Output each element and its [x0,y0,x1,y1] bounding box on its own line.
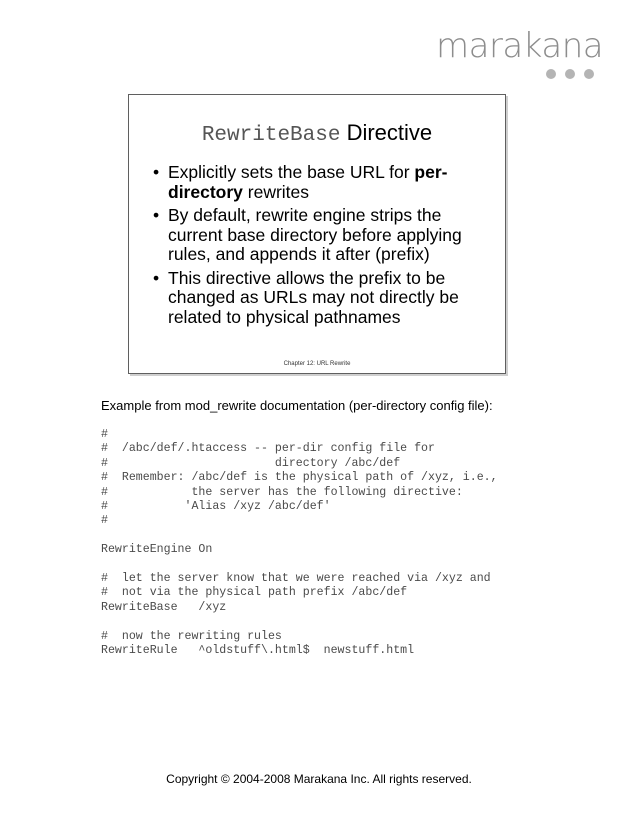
code-line: # /abc/def/.htaccess -- per-dir config file for [101,442,435,456]
bullet-item [151,163,491,202]
example-caption: Example from mod_rewrite documentation (per-directory config file): [101,398,493,413]
slide-title-word: Directive [346,120,433,145]
slide-title [129,119,505,150]
bullet-text: Explicitly sets the base URL for [168,162,415,182]
logo-dot [546,69,556,79]
slide-title-code: RewriteBase [201,124,341,147]
bullet-text-after: rewrites [242,181,310,202]
code-line: RewriteRule ^oldstuff\.html$ newstuff.html [101,644,415,658]
code-line: # now the rewriting rules [101,629,282,643]
bullet-item [151,269,491,328]
code-line: # [101,428,108,441]
code-line: # not via the physical path prefix /abc/def [101,586,408,600]
bullet-dot: • [153,267,160,288]
bullet-dot: • [153,162,160,182]
code-line [101,558,498,572]
logo-text: marakana [436,26,604,66]
code-line: # [101,514,108,528]
logo-dot [584,69,594,79]
copyright-footer: Copyright © 2004-2008 Marakana Inc. All rights reserved. [166,772,472,786]
code-block [101,428,498,659]
code-line [101,529,498,543]
code-line: # 'Alias /xyz /abc/def' [101,500,331,514]
logo-dot [565,69,575,79]
slide-footer: Chapter 12: URL Rewrite [283,361,351,367]
bullet-item [151,206,491,265]
slide [128,94,506,374]
code-line: # directory /abc/def [101,456,401,470]
code-line: RewriteBase /xyz [101,600,227,614]
logo-dots [546,66,603,76]
slide-bullets [151,163,491,331]
marakana-logo [436,26,606,82]
code-line [101,615,498,629]
bullet-bold-text: per-directory [168,162,448,202]
code-line: # the server has the following directive: [101,485,463,499]
code-line: RewriteEngine On [101,543,213,557]
code-line: # let the server know that we were reached via /xyz and [101,572,491,586]
bullet-text: By default, rewrite engine strips the current base directory before applying rules, and appends it after (prefix) [168,205,462,264]
bullet-dot: • [153,205,160,225]
bullet-text: This directive allows the prefix to be changed as URLs may not directly be related to physical pathnames [168,267,459,327]
code-line: # Remember: /abc/def is the physical path of /xyz, i.e., [101,471,498,485]
